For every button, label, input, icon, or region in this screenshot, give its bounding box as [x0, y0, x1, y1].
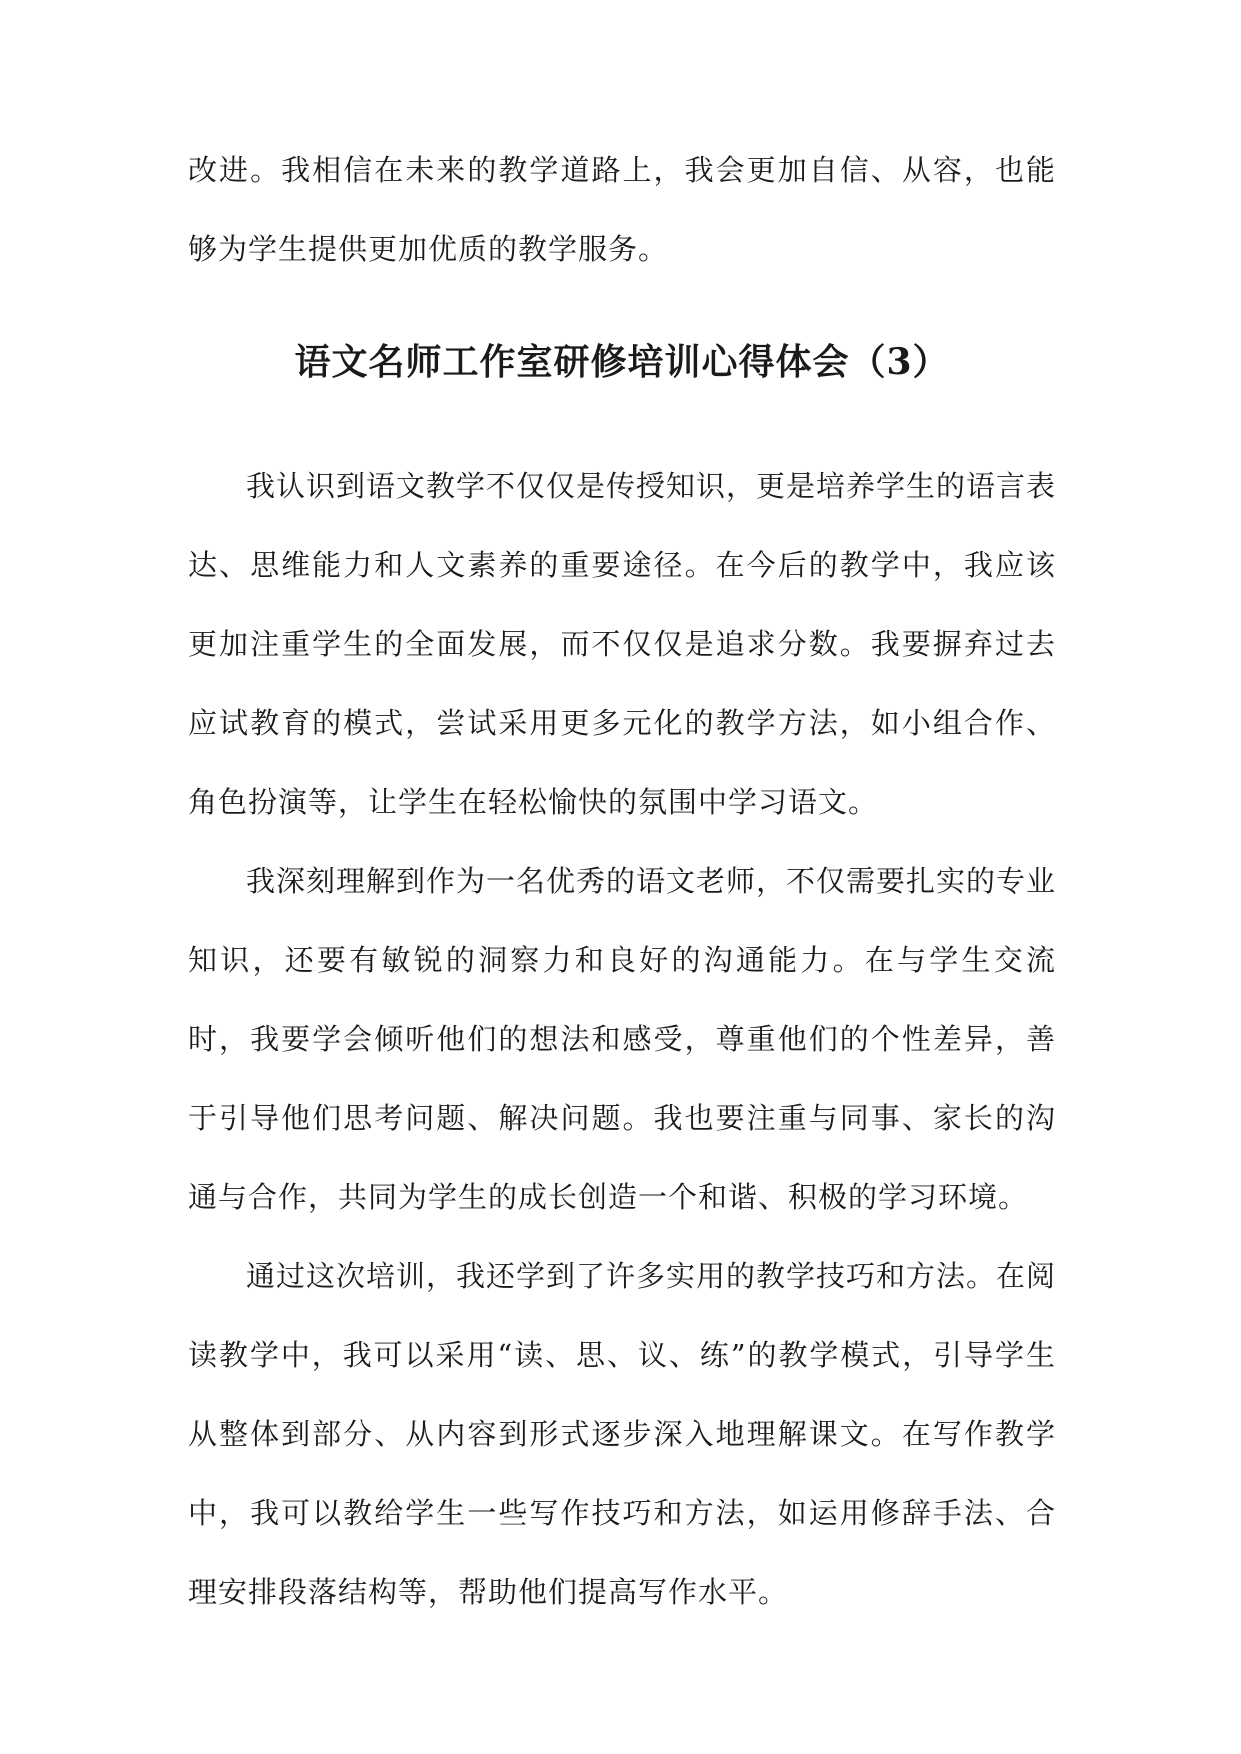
paragraph-2: 我深刻理解到作为一名优秀的语文老师，不仅需要扎实的专业知识，还要有敏锐的洞察力和良好的沟通能力。在与学生交流时，我要学会倾听他们的想法和感受，尊重他们的个性差异，善于引导他们思考问题、解决问题。我也要注重与同事、家长的沟通与合作，共同为学生的成长创造一个和谐、积极的学习环境。 — [188, 864, 1057, 1214]
document-title: 语文名师工作室研修培训心得体会（3） — [294, 341, 950, 383]
paragraph-3: 通过这次培训，我还学到了许多实用的教学技巧和方法。在阅读教学中，我可以采用“读、思、议、练”的教学模式，引导学生从整体到部分、从内容到形式逐步深入地理解课文。在写作教学中，我可以教给学生一些写作技巧和方法，如运用修辞手法、合理安排段落结构等，帮助他们提高写作水平。 — [188, 1259, 1057, 1609]
continued-paragraph: 改进。我相信在未来的教学道路上，我会更加自信、从容，也能够为学生提供更加优质的教学服务。 — [188, 153, 1056, 266]
continued-paragraph-block — [188, 131, 1056, 289]
paragraph-1: 我认识到语文教学不仅仅是传授知识，更是培养学生的语言表达、思维能力和人文素养的重要途径。在今后的教学中，我应该更加注重学生的全面发展，而不仅仅是追求分数。我要摒弃过去应试教育的模式，尝试采用更多元化的教学方法，如小组合作、角色扮演等，让学生在轻松愉快的氛围中学习语文。 — [188, 469, 1057, 819]
body-text — [188, 447, 1056, 1632]
